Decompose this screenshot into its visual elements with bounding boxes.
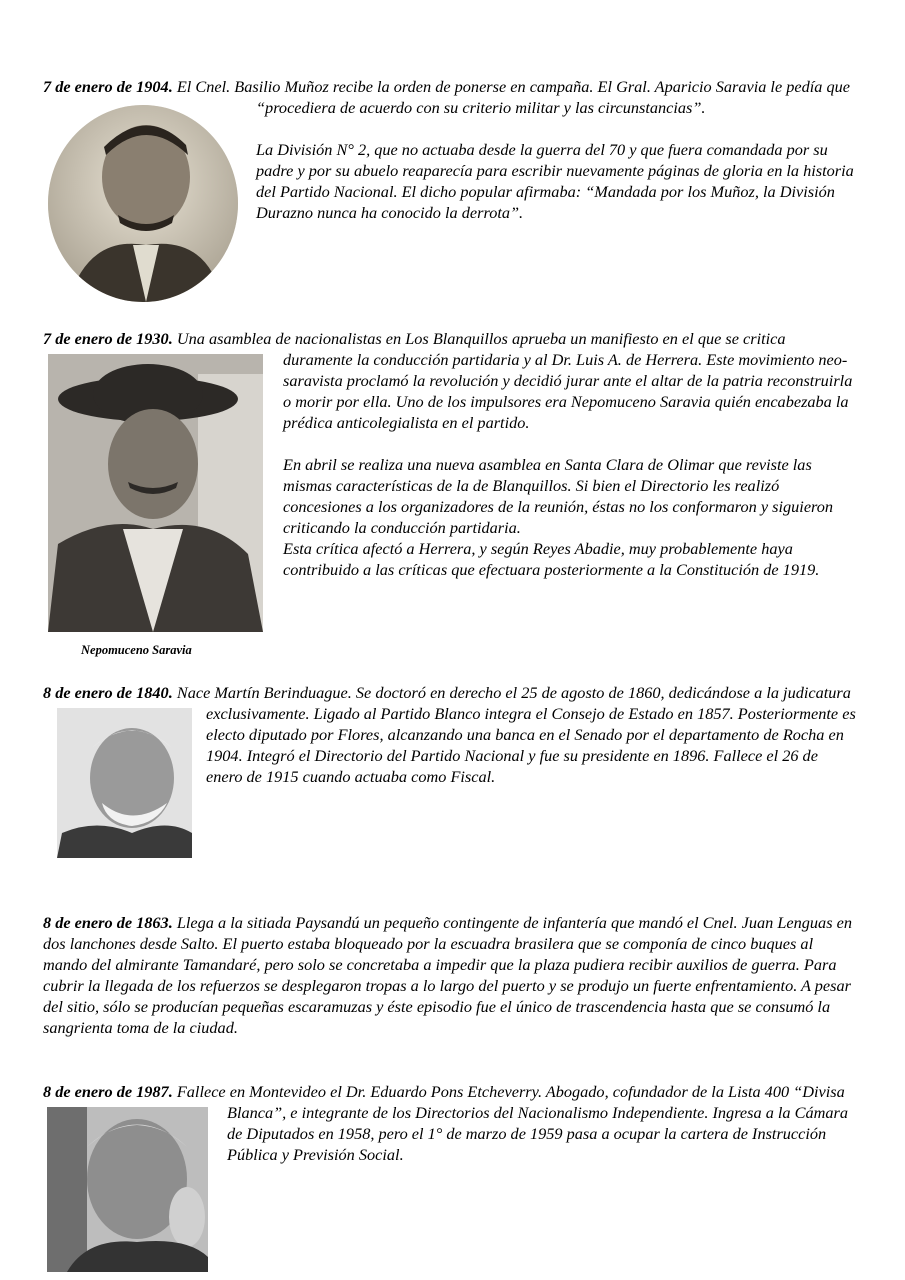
portrait-martin-berinduague: [57, 708, 192, 858]
entry-date: 8 de enero de 1987.: [43, 1082, 173, 1101]
entry-text: Una asamblea de nacionalistas en Los Blanquillos aprueba un manifiesto en el que se critica duramente la conducción partidaria y al Dr. Luis A. de Herrera. Este movimiento neo-saravista proclamó la revolución y decidió jurar ante el altar de la patria reconstruirla o morir por ella. Uno de los impulsores era Nepomuceno Saravia quién encabezaba la prédica anticolegialista en el partido.: [172, 329, 853, 432]
entry-1904-body: [256, 97, 858, 139]
entry-1930-body: [283, 349, 858, 580]
portrait-basilio-munoz: [48, 105, 238, 302]
entry-text3: Esta crítica afectó a Herrera, y según Reyes Abadie, muy probablemente haya contribuido a las críticas que efectuara posteriormente a la Constitución de 1919.: [283, 539, 820, 579]
portrait-eduardo-pons-etcheverry: [47, 1107, 208, 1272]
entry-1863: [43, 912, 858, 1038]
entry-text: El Cnel. Basilio Muñoz recibe la orden de ponerse en campaña. El Gral. Aparicio Saravia le pedía que “procediera de acuerdo con su criterio militar y las circunstancias”.: [172, 77, 851, 117]
entry-date: 8 de enero de 1840.: [43, 683, 173, 702]
entry-date: 8 de enero de 1863.: [43, 913, 173, 932]
entry-text: Fallece en Montevideo el Dr. Eduardo Pons Etcheverry. Abogado, cofundador de la Lista 400 “Divisa Blanca”, e integrante de los Directorios del Nacionalismo Independiente. Ingresa a la Cámara de Diputados en 1958, pero el 1° de marzo de 1959 pasa a ocupar la cartera de Instrucción Pública y Previsión Social.: [172, 1082, 849, 1164]
entry-text: Nace Martín Berinduague. Se doctoró en derecho el 25 de agosto de 1860, dedicándose a la judicatura exclusivamente. Ligado al Partido Blanco integra el Consejo de Estado en 1857. Posteriormente es electo diputado por Flores, alcanzando una banca en el Senado por el departamento de Rocha en 1904. Integró el Directorio del Partido Nacional y fue su presidente en 1896. Fallece el 26 de enero de 1915 cuando actuaba como Fiscal.: [172, 683, 856, 786]
entry-date: 7 de enero de 1904.: [43, 77, 173, 96]
entry-text2: La División N° 2, que no actuaba desde la guerra del 70 y que fuera comandada por su padre y por su abuelo reaparecía para escribir nuevamente páginas de gloria en la historia del Partido Nacional. El dicho popular afirmaba: “Mandada por los Muñoz, la División Durazno nunca ha conocido la derrota”.: [256, 140, 854, 222]
portrait-nepomuceno-saravia: [48, 354, 263, 632]
entry-1863-paragraph: [43, 912, 858, 1038]
entry-spacer: [283, 349, 858, 454]
entry-text: Llega a la sitiada Paysandú un pequeño contingente de infantería que mandó el Cnel. Juan Lenguas en dos lanchones desde Salto. El puerto estaba bloqueado por la escuadra brasilera que se componía de cinco buques al mando del almirante Tamandaré, pero solo se concretaba a impedir que la plaza pudiera recibir auxilios de guerra. Para cubrir la llegada de los refuerzos se desplegaron tropas a lo largo del puerto y se produjo un fuerte enfrentamiento. A pesar del sitio, sólo se producían pequeñas escaramuzas y éste episodio fue el único de trascendencia hasta que se consumó la sangrienta toma de la ciudad.: [43, 913, 852, 1037]
entry-date: 7 de enero de 1930.: [43, 329, 173, 348]
entry-text2: En abril se realiza una nueva asamblea en Santa Clara de Olimar que reviste las mismas características de la de Blanquillos. Si bien el Directorio les realizó concesiones a los organizadores de la reunión, éstas no los conformaron y siguieron criticando la conducción partidaria.: [283, 455, 834, 537]
photo-caption: Nepomuceno Saravia: [81, 643, 192, 657]
entry-1904-text2-wrap: [256, 139, 858, 223]
entry-spacer: [256, 97, 858, 139]
